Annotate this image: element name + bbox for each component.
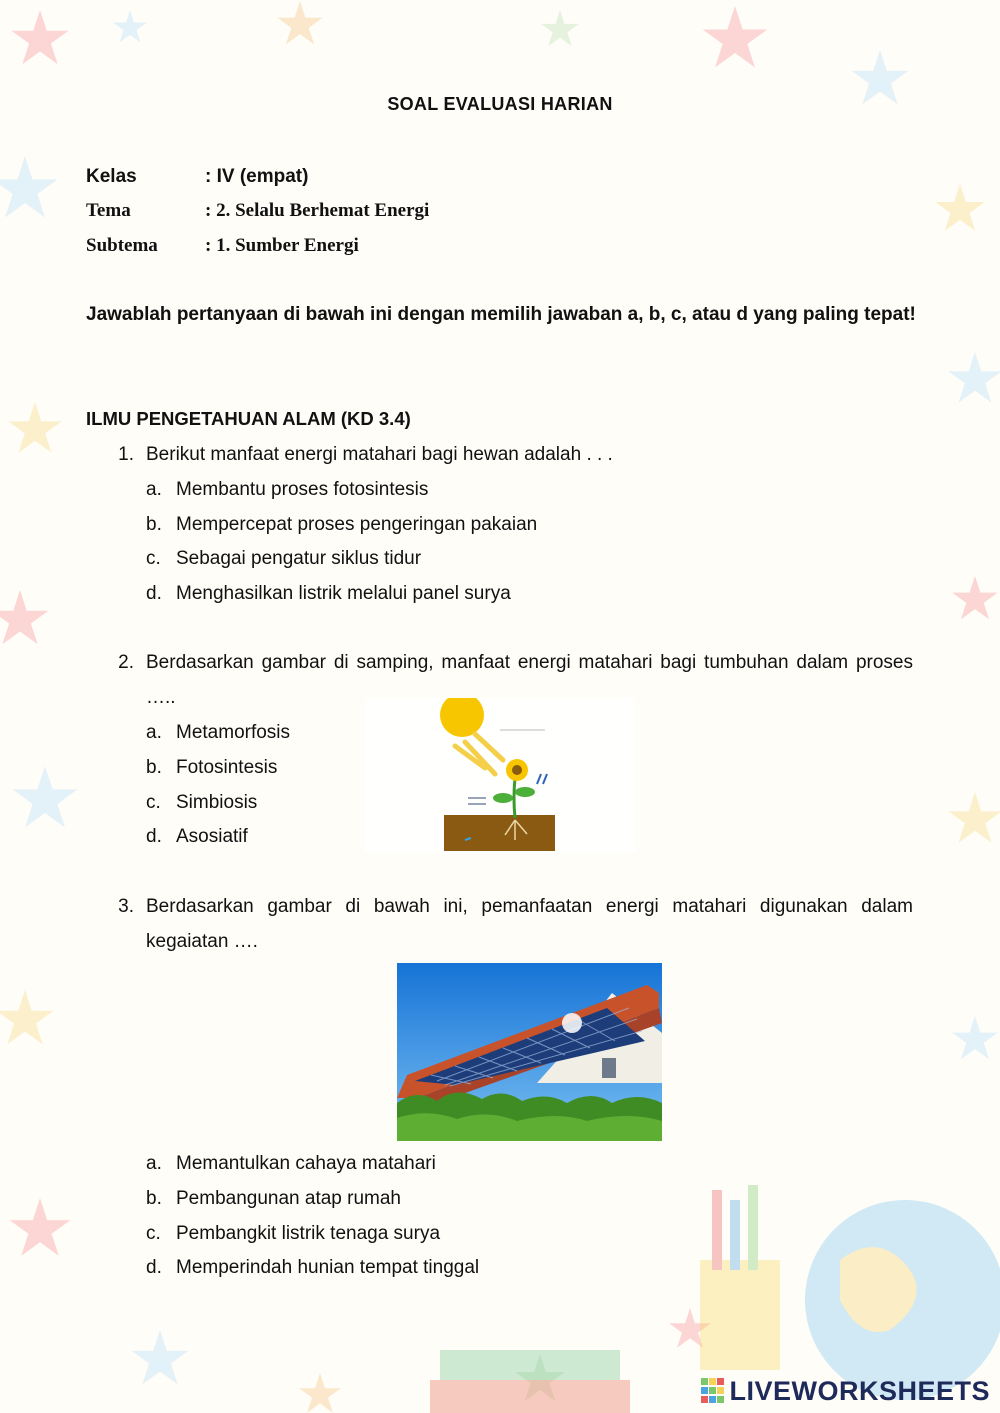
option-text: Pembangunan atap rumah [176,1188,401,1209]
photosynthesis-illustration [365,698,635,853]
option-letter: a. [146,1153,162,1174]
option-letter: d. [146,583,162,604]
meta-label-subtema: Subtema [86,235,158,256]
question-3 [0,889,1000,959]
page-title: SOAL EVALUASI HARIAN [387,94,613,114]
option-letter: b. [146,514,162,535]
question-number: 2. [118,652,134,673]
question-1 [0,437,1000,472]
option-letter: c. [146,548,161,569]
option-text: Asosiatif [176,826,248,847]
meta-label-kelas: Kelas [86,166,137,187]
question-text: Berdasarkan gambar di bawah ini, pemanfaatan energi matahari digunakan dalam kegaiatan …. [146,896,913,952]
option-letter: c. [146,792,161,813]
option-letter: a. [146,722,162,743]
liveworksheets-icon [701,1378,725,1404]
option-text: Fotosintesis [176,757,278,778]
instruction-text: Jawablah pertanyaan di bawah ini dengan memilih jawaban a, b, c, atau d yang paling tepat! [86,304,916,325]
option-letter: d. [146,1257,162,1278]
meta-value-subtema: : 1. Sumber Energi [205,235,359,256]
question-text: Berdasarkan gambar di samping, manfaat energi matahari bagi tumbuhan dalam proses ….. [146,652,913,708]
option-text: Mempercepat proses pengeringan pakaian [176,514,538,535]
meta-label-tema: Tema [86,200,131,221]
question-number: 3. [118,896,134,917]
option-text: Memantulkan cahaya matahari [176,1153,436,1174]
option-letter: b. [146,757,162,778]
option-text: Memperindah hunian tempat tinggal [176,1257,480,1278]
question-text: Berikut manfaat energi matahari bagi hewan adalah . . . [146,444,613,465]
option-text: Menghasilkan listrik melalui panel surya [176,583,511,604]
solar-panel-house-image [397,963,662,1141]
option-letter: c. [146,1223,161,1244]
option-text: Metamorfosis [176,722,291,743]
option-letter: d. [146,826,162,847]
meta-value-kelas: : IV (empat) [205,166,309,187]
option-text: Membantu proses fotosintesis [176,479,429,500]
option-letter: a. [146,479,162,500]
option-text: Simbiosis [176,792,258,813]
option-text: Sebagai pengatur siklus tidur [176,548,422,569]
brand-text: LIVEWORKSHEETS [729,1375,990,1406]
section-title: ILMU PENGETAHUAN ALAM (KD 3.4) [86,408,411,429]
option-text: Pembangkit listrik tenaga surya [176,1223,441,1244]
soil [444,815,555,851]
meta-value-tema: : 2. Selalu Berhemat Energi [205,200,430,221]
liveworksheets-logo [701,1375,990,1407]
question-number: 1. [118,444,134,465]
option-letter: b. [146,1188,162,1209]
